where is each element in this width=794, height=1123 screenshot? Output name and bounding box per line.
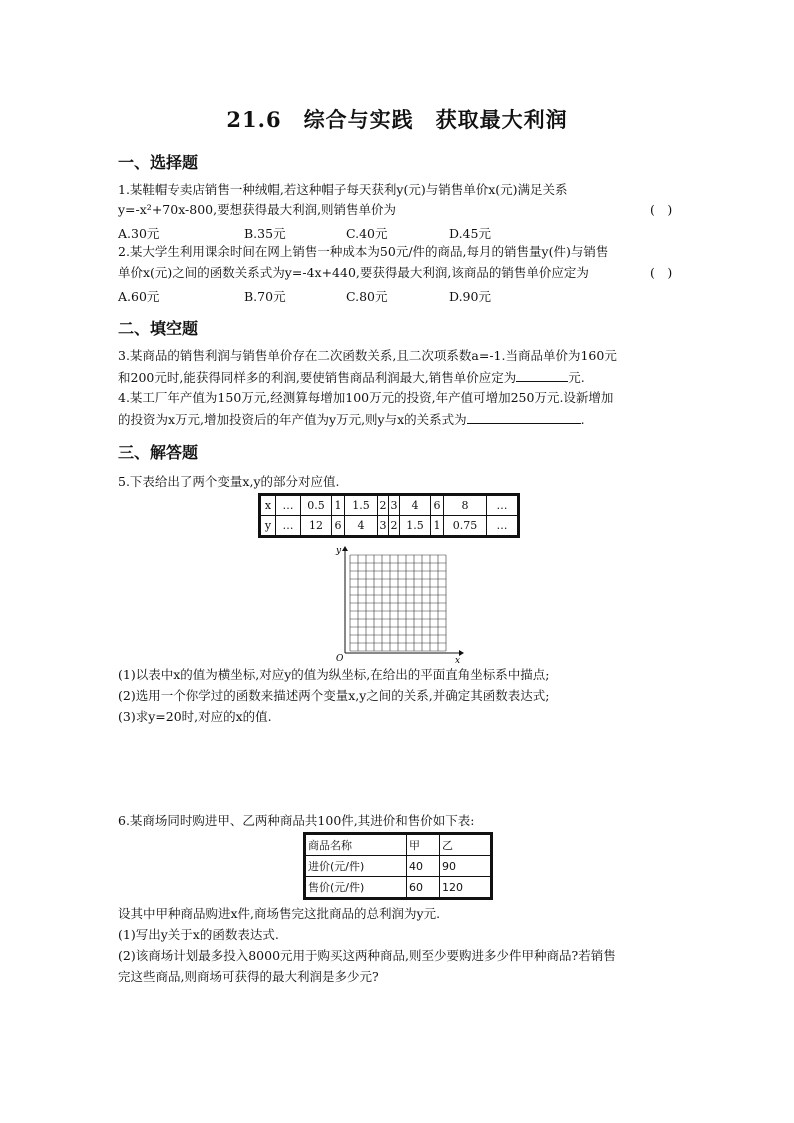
section-heading-choice: 一、选择题 bbox=[118, 153, 199, 172]
q4-line-2-text: 的投资为x万元,增加投资后的年产值为y万元,则y与x的关系式为 bbox=[118, 412, 467, 427]
table-cell: 售价(元/件) bbox=[305, 877, 407, 899]
q2-option-a: A.60元 bbox=[118, 289, 160, 304]
q6-part-2-line-1: (2)该商场计划最多投入8000元用于购买这两种商品,则至少要购进多少件甲种商品?若销售 bbox=[118, 948, 616, 963]
section-heading-solve: 三、解答题 bbox=[118, 443, 199, 462]
table-cell: 60 bbox=[407, 877, 440, 899]
q4-line-2 bbox=[118, 410, 585, 429]
origin-label: O bbox=[336, 654, 344, 664]
table-cell: 4 bbox=[345, 516, 378, 537]
q4-line-1: 4.某工厂年产值为150万元,经测算每增加100万元的投资,年产值可增加250万元.设新增加 bbox=[118, 390, 614, 405]
q2-answer-bracket: ( ) bbox=[650, 265, 673, 280]
table-cell: 4 bbox=[400, 495, 431, 516]
table-cell: … bbox=[276, 516, 301, 537]
q2-line-1: 2.某大学生利用课余时间在网上销售一种成本为50元/件的商品,每月的销售量y(件)与销售 bbox=[118, 244, 609, 259]
section-heading-fill: 二、填空题 bbox=[118, 319, 199, 338]
table-cell: … bbox=[487, 495, 519, 516]
grid-lines bbox=[350, 555, 446, 651]
q3-line-2-text: 和200元时,能获得同样多的利润,要使销售商品利润最大,销售单价应定为 bbox=[118, 370, 517, 385]
q1-line-1: 1.某鞋帽专卖店销售一种绒帽,若这种帽子每天获利y(元)与销售单价x(元)满足关系 bbox=[118, 182, 568, 197]
q4-line-2-end: . bbox=[580, 412, 585, 427]
table-cell: 6 bbox=[332, 516, 345, 537]
table-cell: 0.5 bbox=[301, 495, 332, 516]
table-cell: 乙 bbox=[440, 834, 492, 856]
q5-part-2: (2)选用一个你学过的函数来描述两个变量x,y之间的关系,并确定其函数表达式; bbox=[118, 688, 550, 703]
q1-option-a: A.30元 bbox=[118, 226, 160, 241]
q5-part-3: (3)求y=20时,对应的x的值. bbox=[118, 709, 272, 724]
q1-option-b: B.35元 bbox=[244, 226, 286, 241]
table-cell: … bbox=[487, 516, 519, 537]
q3-line-2-end: 元. bbox=[568, 370, 585, 385]
q6-part-1: (1)写出y关于x的函数表达式. bbox=[118, 927, 279, 942]
q1-option-c: C.40元 bbox=[346, 226, 388, 241]
q6-price-table bbox=[303, 832, 493, 900]
coordinate-grid-svg bbox=[335, 545, 465, 665]
q5-table-y-row bbox=[260, 516, 519, 537]
table-row bbox=[305, 856, 492, 877]
q3-line-1: 3.某商品的销售利润与销售单价存在二次函数关系,且二次项系数a=-1.当商品单价为160元 bbox=[118, 348, 617, 363]
table-cell: 90 bbox=[440, 856, 492, 877]
q5-value-table bbox=[258, 493, 520, 538]
q2-option-c: C.80元 bbox=[346, 289, 388, 304]
table-cell: x bbox=[260, 495, 276, 516]
table-cell: 8 bbox=[444, 495, 487, 516]
table-cell: y bbox=[260, 516, 276, 537]
coordinate-grid bbox=[335, 545, 465, 665]
q2-option-d: D.90元 bbox=[449, 289, 491, 304]
table-cell: 1 bbox=[332, 495, 345, 516]
table-cell: 进价(元/件) bbox=[305, 856, 407, 877]
q5-intro: 5.下表给出了两个变量x,y的部分对应值. bbox=[118, 474, 340, 489]
table-cell: 120 bbox=[440, 877, 492, 899]
x-axis-label: x bbox=[455, 656, 461, 665]
q1-line-2: y=-x²+70x-800,要想获得最大利润,则销售单价为 bbox=[118, 202, 397, 217]
q5-part-1: (1)以表中x的值为横坐标,对应y的值为纵坐标,在给出的平面直角坐标系中描点; bbox=[118, 667, 550, 682]
table-cell: 3 bbox=[389, 495, 400, 516]
q1-answer-bracket: ( ) bbox=[650, 202, 673, 217]
table-cell: 1 bbox=[431, 516, 444, 537]
table-cell: 40 bbox=[407, 856, 440, 877]
table-cell: 0.75 bbox=[444, 516, 487, 537]
table-cell: 甲 bbox=[407, 834, 440, 856]
q2-option-b: B.70元 bbox=[244, 289, 286, 304]
q4-answer-blank[interactable] bbox=[467, 410, 581, 424]
q6-line-1: 设其中甲种商品购进x件,商场售完这批商品的总利润为y元. bbox=[118, 906, 441, 921]
table-cell: 1.5 bbox=[345, 495, 378, 516]
table-cell: 2 bbox=[378, 495, 389, 516]
table-cell: 商品名称 bbox=[305, 834, 407, 856]
page-title: 21.6 综合与实践 获取最大利润 bbox=[226, 107, 568, 132]
y-axis-label: y bbox=[336, 546, 342, 556]
table-cell: 6 bbox=[431, 495, 444, 516]
q6-part-2-line-2: 完这些商品,则商场可获得的最大利润是多少元? bbox=[118, 969, 379, 984]
q6-intro: 6.某商场同时购进甲、乙两种商品共100件,其进价和售价如下表: bbox=[118, 813, 475, 828]
table-cell: 3 bbox=[378, 516, 389, 537]
q2-line-2: 单价x(元)之间的函数关系式为y=-4x+440,要获得最大利润,该商品的销售单价应定为 bbox=[118, 265, 589, 280]
table-cell: 2 bbox=[389, 516, 400, 537]
y-axis-arrow-icon bbox=[342, 546, 348, 551]
q3-line-2 bbox=[118, 368, 585, 387]
table-row bbox=[305, 877, 492, 899]
table-cell: 12 bbox=[301, 516, 332, 537]
table-cell: … bbox=[276, 495, 301, 516]
table-cell: 1.5 bbox=[400, 516, 431, 537]
q1-option-d: D.45元 bbox=[449, 226, 491, 241]
q3-answer-blank[interactable] bbox=[516, 368, 568, 382]
table-row bbox=[305, 834, 492, 856]
q5-table-x-row bbox=[260, 495, 519, 516]
